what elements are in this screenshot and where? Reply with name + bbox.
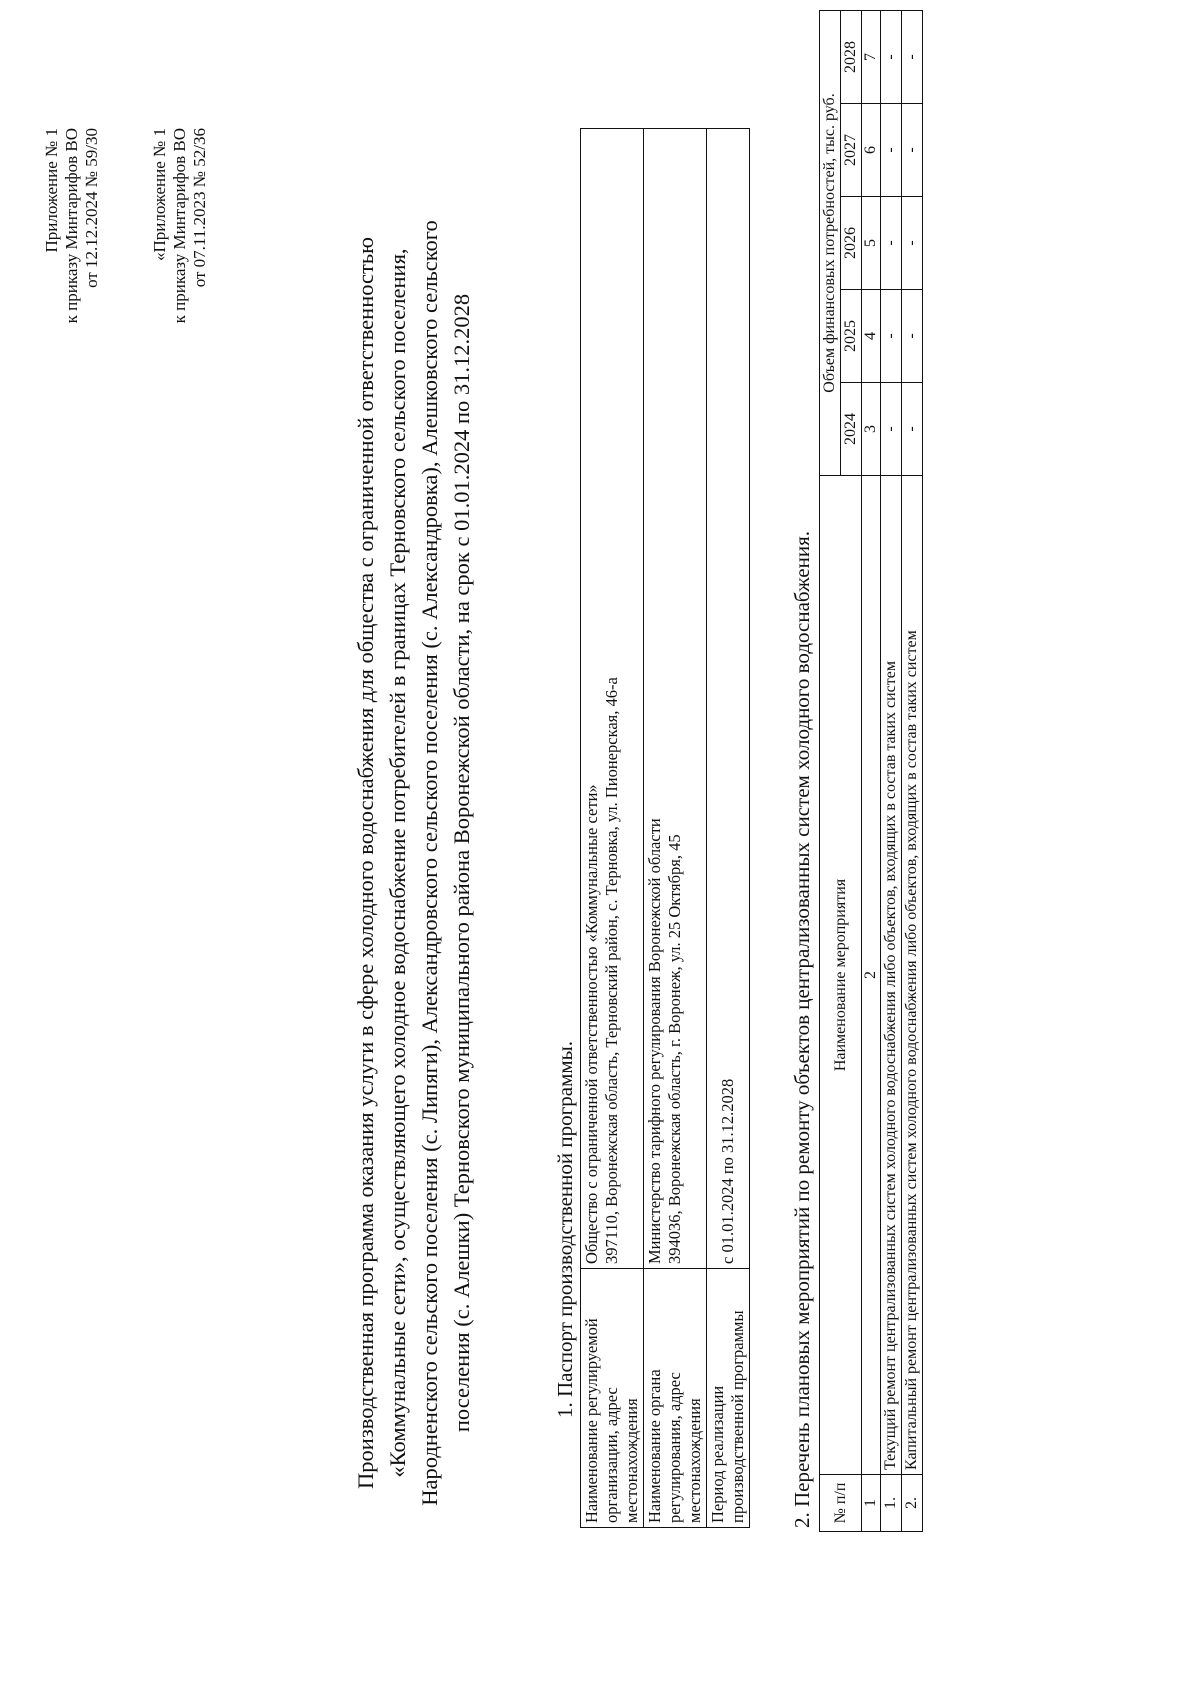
column-index: 6 [862, 104, 881, 197]
year-value: - [902, 290, 923, 383]
column-index: 2 [862, 476, 881, 1475]
passport-value-line: с 01.01.2024 по 31.12.2028 [718, 1078, 737, 1264]
year-value: - [881, 383, 902, 476]
passport-value [707, 129, 750, 1269]
passport-table [580, 128, 750, 1528]
document-title: Производственная программа оказания услуги в сфере холодного водоснабжения для общества с ограниченной ответственностью «Коммунальные сети», осуществляющего холодное водоснабжение потребителей в границах Терновского сельского поселения, Народненского сельского поселения (с. Липяги), Александровского сельского поселения (с. Александровка), Алешковского сельского поселения (с. Алешки) Терновского муниципального района Воронежской области, на срок с 01.01.2024 по 31.12.2028 [353, 220, 474, 1506]
section1-heading: 1. Паспорт производственной программы. [553, 1040, 577, 1418]
year-value: - [902, 11, 923, 104]
year-value: - [881, 104, 902, 197]
passport-value-line: Общество с ограниченной ответственностью «Коммунальные сети» [582, 784, 601, 1264]
column-header-year: 2028 [841, 11, 862, 104]
row-number: 1. [881, 1475, 902, 1532]
section2-heading: 2. Перечень плановых мероприятий по ремонту объектов централизованных систем холодного водоснабжения. [790, 530, 814, 1528]
column-header-year: 2027 [841, 104, 862, 197]
passport-value [644, 129, 707, 1269]
passport-value-line: 397110, Воронежская область, Терновский район, с. Терновка, ул. Пионерская, 46-а [602, 677, 621, 1264]
passport-value [581, 129, 644, 1269]
column-header-year: 2024 [841, 383, 862, 476]
appendix-current-line1: Приложение № 1 [42, 128, 61, 253]
table-row [581, 129, 644, 1528]
column-index: 3 [862, 383, 881, 476]
column-header-year: 2026 [841, 197, 862, 290]
appendix-previous-line2: к приказу Минтарифов ВО [170, 128, 189, 324]
column-index-row [862, 11, 881, 1532]
passport-value-line: 394036, Воронежская область, г. Воронеж, ул. 25 Октября, 45 [665, 834, 684, 1264]
table-row [881, 11, 902, 1532]
year-value: - [902, 104, 923, 197]
measure-name: Капитальный ремонт централизованных систем холодного водоснабжения либо объектов, входящих в состав таких систем [902, 476, 923, 1475]
passport-value-line: Министерство тарифного регулирования Воронежской области [645, 818, 664, 1264]
row-number: 2. [902, 1475, 923, 1532]
appendix-current-line3: от 12.12.2024 № 59/30 [82, 128, 101, 288]
measure-name: Текущий ремонт централизованных систем холодного водоснабжения либо объектов, входящих в состав таких систем [881, 476, 902, 1475]
appendix-previous-block [150, 128, 210, 323]
table-header-row [820, 11, 841, 1532]
column-index: 1 [862, 1475, 881, 1532]
appendix-previous-line1: «Приложение № 1 [150, 128, 169, 261]
year-value: - [902, 197, 923, 290]
column-header-volume: Объем финансовых потребностей, тыс. руб. [820, 11, 841, 476]
column-header-name: Наименование мероприятия [820, 476, 862, 1475]
table-row [902, 11, 923, 1532]
passport-label: Наименование органа регулирования, адрес местонахождения [644, 1269, 707, 1528]
year-value: - [881, 197, 902, 290]
year-value: - [881, 290, 902, 383]
column-header-year: 2025 [841, 290, 862, 383]
passport-label: Период реализации производственной программы [707, 1269, 750, 1528]
appendix-current-line2: к приказу Минтарифов ВО [62, 128, 81, 324]
table-row [644, 129, 707, 1528]
year-value: - [881, 11, 902, 104]
year-value: - [902, 383, 923, 476]
table-row [707, 129, 750, 1528]
appendix-current-block [42, 128, 102, 323]
passport-label: Наименование регулируемой организации, адрес местонахождения [581, 1269, 644, 1528]
repair-plan-table [819, 10, 923, 1532]
column-index: 4 [862, 290, 881, 383]
column-index: 7 [862, 11, 881, 104]
column-header-number: № п/п [820, 1475, 862, 1532]
appendix-previous-line3: от 07.11.2023 № 52/36 [190, 128, 209, 288]
column-index: 5 [862, 197, 881, 290]
